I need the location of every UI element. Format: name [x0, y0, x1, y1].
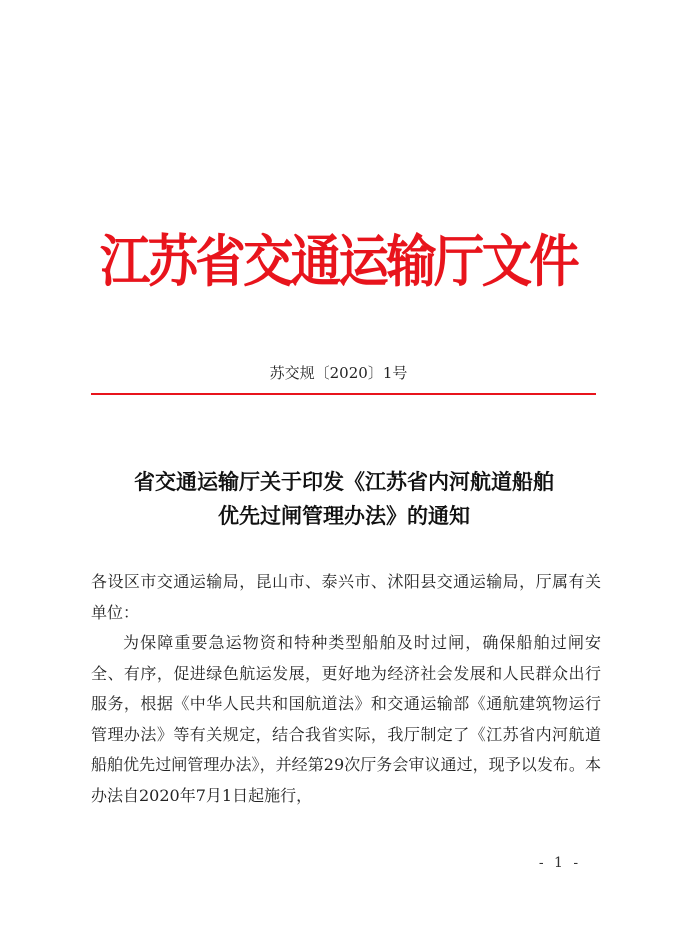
document-title-line-1: 省交通运输厅关于印发《江苏省内河航道船舶 — [134, 469, 554, 494]
red-divider-line — [91, 393, 596, 395]
salutation: 各设区市交通运输局，昆山市、泰兴市、沭阳县交通运输局，厅属有关单位： — [91, 572, 601, 622]
document-title-line-2: 优先过闸管理办法》的通知 — [218, 503, 470, 528]
body-paragraph: 为保障重要急运物资和特种类型船舶及时过闸，确保船舶过闸安全、有序，促进绿色航运发展，更好地为经济社会发展和人民群众出行服务，根据《中华人民共和国航道法》和交通运输部《通航建筑物运行管理办法》等有关规定，结合我省实际，我厅制定了《江苏省内河航道船舶优先过闸管理办法》，并经第29次厅务会审议通过，现予以发布。本办法自2020年7月1日起施行， — [91, 633, 601, 805]
document-number: 苏交规〔2020〕1号 — [269, 364, 408, 382]
page-number: - 1 - — [538, 855, 582, 871]
issuing-authority-header: 江苏省交通运输厅文件 — [100, 229, 578, 295]
document-title — [80, 465, 608, 533]
document-body — [91, 567, 601, 811]
